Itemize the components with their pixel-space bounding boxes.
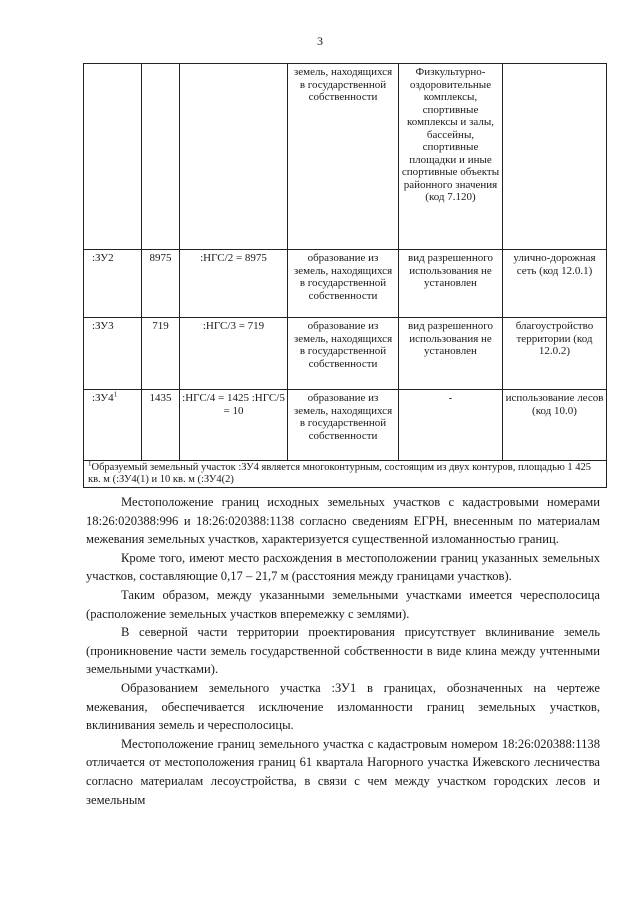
- method-cell: образование из земель, находящихся в государственной собственности: [288, 390, 399, 461]
- table-cell: Физкультурно-оздоровительные комплексы, спортивные комплексы и залы, бассейны, спортивные площадки и иные спортивные объекты районного значения (код 7.120): [399, 64, 503, 250]
- table-row: [84, 318, 607, 390]
- paragraph: Образованием земельного участка :ЗУ1 в границах, обозначенных на чертеже межевания, обеспечивается исключение изломанности границ земельных участков, вклинивания земель и чересполосицы.: [86, 680, 600, 733]
- use-from-cell: вид разрешенного использования не установлен: [399, 250, 503, 318]
- area-cell: 719: [142, 318, 180, 390]
- use-to-cell: использование лесов (код 10.0): [503, 390, 607, 461]
- page-number: 3: [317, 34, 323, 48]
- table-cell: [142, 64, 180, 250]
- use-to-cell: благоустройство территории (код 12.0.2): [503, 318, 607, 390]
- footnote-marker: 1: [88, 460, 92, 468]
- table-row: [84, 390, 607, 461]
- paragraph: В северной части территории проектирования присутствует вклинивание земель (проникновение части земель государственной собственности в виде клина между учтенными земельными участками).: [86, 625, 600, 677]
- area-cell: 8975: [142, 250, 180, 318]
- table-row: [84, 250, 607, 318]
- land-plots-table: [83, 63, 607, 488]
- plot-id-cell: :ЗУ3: [84, 318, 142, 390]
- plot-id: :ЗУ4: [92, 392, 114, 404]
- table-cell: [503, 64, 607, 250]
- table-cell: [84, 64, 142, 250]
- plot-id-cell: :ЗУ2: [84, 250, 142, 318]
- parts-cell: :НГС/3 = 719: [180, 318, 288, 390]
- body-text: [86, 493, 600, 809]
- method-cell: образование из земель, находящихся в государственной собственности: [288, 250, 399, 318]
- use-to-cell: улично-дорожная сеть (код 12.0.1): [503, 250, 607, 318]
- footnote-text: Образуемый земельный участок :ЗУ4 является многоконтурным, состоящим из двух контуров, площадью 1 425 кв. м (:ЗУ4(1) и 10 кв. м (:ЗУ4(2): [88, 462, 592, 485]
- parts-cell: :НГС/4 = 1425 :НГС/5 = 10: [180, 390, 288, 461]
- footnote: [84, 461, 607, 488]
- table-row: [84, 64, 607, 250]
- footnote-row: [84, 461, 607, 488]
- footnote-ref: 1: [113, 390, 118, 399]
- use-from-cell: вид разрешенного использования не установлен: [399, 318, 503, 390]
- area-cell: 1435: [142, 390, 180, 461]
- use-from-cell: -: [399, 390, 503, 461]
- paragraph: Кроме того, имеют место расхождения в местоположении границ указанных земельных участков, составляющие 0,17 – 21,7 м (расстояния между границами участков).: [86, 550, 600, 584]
- paragraph: Таким образом, между указанными земельными участками имеется чересполосица (расположение земельных участков вперемежку с землями).: [86, 587, 600, 621]
- plot-id-cell: [84, 390, 142, 461]
- table-cell: [180, 64, 288, 250]
- paragraph: Местоположение границ исходных земельных участков с кадастровыми номерами 18:26:020388:996 и 18:26:020388:1138 согласно сведениям ЕГРН, внесенным по материалам межевания земельных участков, характеризуется существенной изломанностью границ.: [86, 495, 600, 547]
- table-cell: земель, находящихся в государственной собственности: [288, 64, 399, 250]
- parts-cell: :НГС/2 = 8975: [180, 250, 288, 318]
- paragraph: Местоположение границ земельного участка с кадастровым номером 18:26:020388:1138 отличается от местоположения границ 61 квартала Нагорного участка Ижевского лесничества согласно материалам лесоустройства, в связи с чем между участком городских лесов и земельным: [86, 736, 600, 807]
- method-cell: образование из земель, находящихся в государственной собственности: [288, 318, 399, 390]
